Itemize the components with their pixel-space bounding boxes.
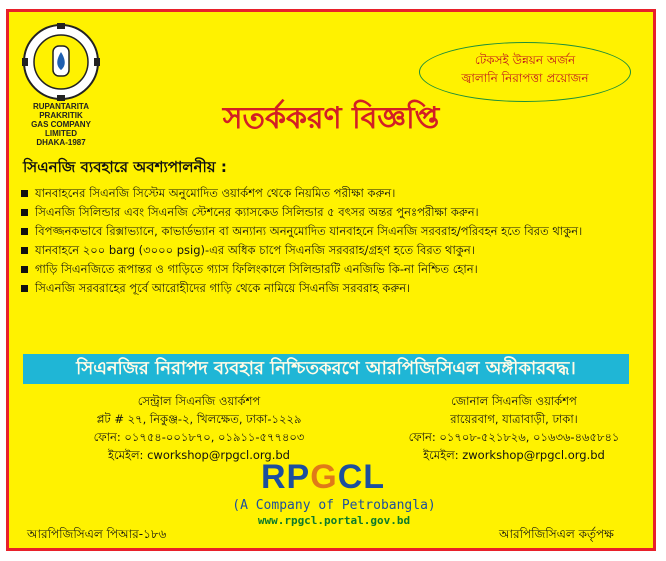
instruction-list	[21, 184, 643, 298]
subheading: সিএনজি ব্যবহারে অবশ্যপালনীয় :	[23, 158, 227, 176]
bullet-icon	[21, 285, 28, 292]
list-item: যানবাহনে ২০০ barg (৩০০০ psig)-এর অধিক চাপে সিএনজি সরবরাহ/গ্রহণ হতে বিরত থাকুন।	[21, 241, 643, 260]
office-address: প্লট # ২৭, নিকুঞ্জ-২, খিলক্ষেত, ঢাকা-১২২৯	[96, 412, 302, 426]
website-link[interactable]: www.rpgcl.portal.gov.bd	[257, 514, 411, 527]
bullet-icon	[21, 247, 28, 254]
central-workshop-info	[69, 392, 329, 464]
list-item: গাড়ি সিএনজিতে রূপান্তর ও গাড়িতে গ্যাস ফিলিংকালে সিলিন্ডারটি এনজিভি কি-না নিশ্চিত হোন।	[21, 260, 643, 279]
office-address: রায়েরবাগ, যাত্রাবাড়ী, ঢাকা।	[450, 412, 578, 426]
office-phone: ফোন: ০১৭০৮-৫২১৮২৬, ০১৬৩৬-৪৬৫৮৪১	[408, 430, 620, 444]
rpgcl-brand-logo: RPGCL	[261, 458, 386, 496]
notice-frame	[6, 9, 656, 551]
bullet-icon	[21, 190, 28, 197]
company-line: (A Company of Petrobangla)	[232, 498, 436, 513]
slogan-line-1: টেকসই উন্নয়ন অর্জন	[474, 53, 576, 67]
commitment-banner: সিএনজির নিরাপদ ব্যবহার নিশ্চিতকরণে আরপিজিসিএল অঙ্গীকারবদ্ধ।	[23, 354, 629, 384]
company-name-text: RUPANTARITA PRAKRITIK GAS COMPANY LIMITED DHAKA-1987	[31, 102, 91, 147]
bullet-icon	[21, 209, 28, 216]
office-email: ইমেইল: zworkshop@rpgcl.org.bd	[423, 448, 605, 462]
slogan-oval	[419, 42, 631, 102]
slogan-line-2: জ্বালানি নিরাপত্তা প্রয়োজন	[461, 71, 589, 85]
footer-reference: আরপিজিসিএল পিআর-১৮৬	[27, 527, 167, 541]
bullet-icon	[21, 228, 28, 235]
office-phone: ফোন: ০১৭৫৪-০০১৮৭০, ০১৯১১-৫৭৭৪০৩	[93, 430, 305, 444]
office-name: জোনাল সিএনজি ওয়ার্কশপ	[451, 394, 577, 408]
list-item: বিপজ্জনকভাবে রিক্সাভ্যানে, কাভার্ডভ্যান বা অন্যান্য অননুমোদিত যানবাহনে সিএনজি সরবরাহ/পরিবহন হতে বিরত থাকুন।	[21, 222, 643, 241]
office-email: ইমেইল: cworkshop@rpgcl.org.bd	[108, 448, 290, 462]
gas-company-seal-icon	[21, 22, 101, 102]
list-item: সিএনজি সিলিন্ডার এবং সিএনজি স্টেশনের ক্যাসকেড সিলিন্ডার ৫ বৎসর অন্তর পুনঃপরীক্ষা করুন।	[21, 203, 643, 222]
bullet-icon	[21, 266, 28, 273]
notice-title: সতর্ককরণ বিজ্ঞপ্তি	[222, 101, 440, 136]
office-name: সেন্ট্রাল সিএনজি ওয়ার্কশপ	[137, 394, 261, 408]
zonal-workshop-info	[389, 392, 639, 464]
list-item: যানবাহনের সিএনজি সিস্টেম অনুমোদিত ওয়ার্কশপ থেকে নিয়মিত পরীক্ষা করুন।	[21, 184, 643, 203]
list-item: সিএনজি সরবরাহের পূর্বে আরোহীদের গাড়ি থেকে নামিয়ে সিএনজি সরবরাহ করুন।	[21, 279, 643, 298]
footer-authority: আরপিজিসিএল কর্তৃপক্ষ	[499, 527, 614, 541]
